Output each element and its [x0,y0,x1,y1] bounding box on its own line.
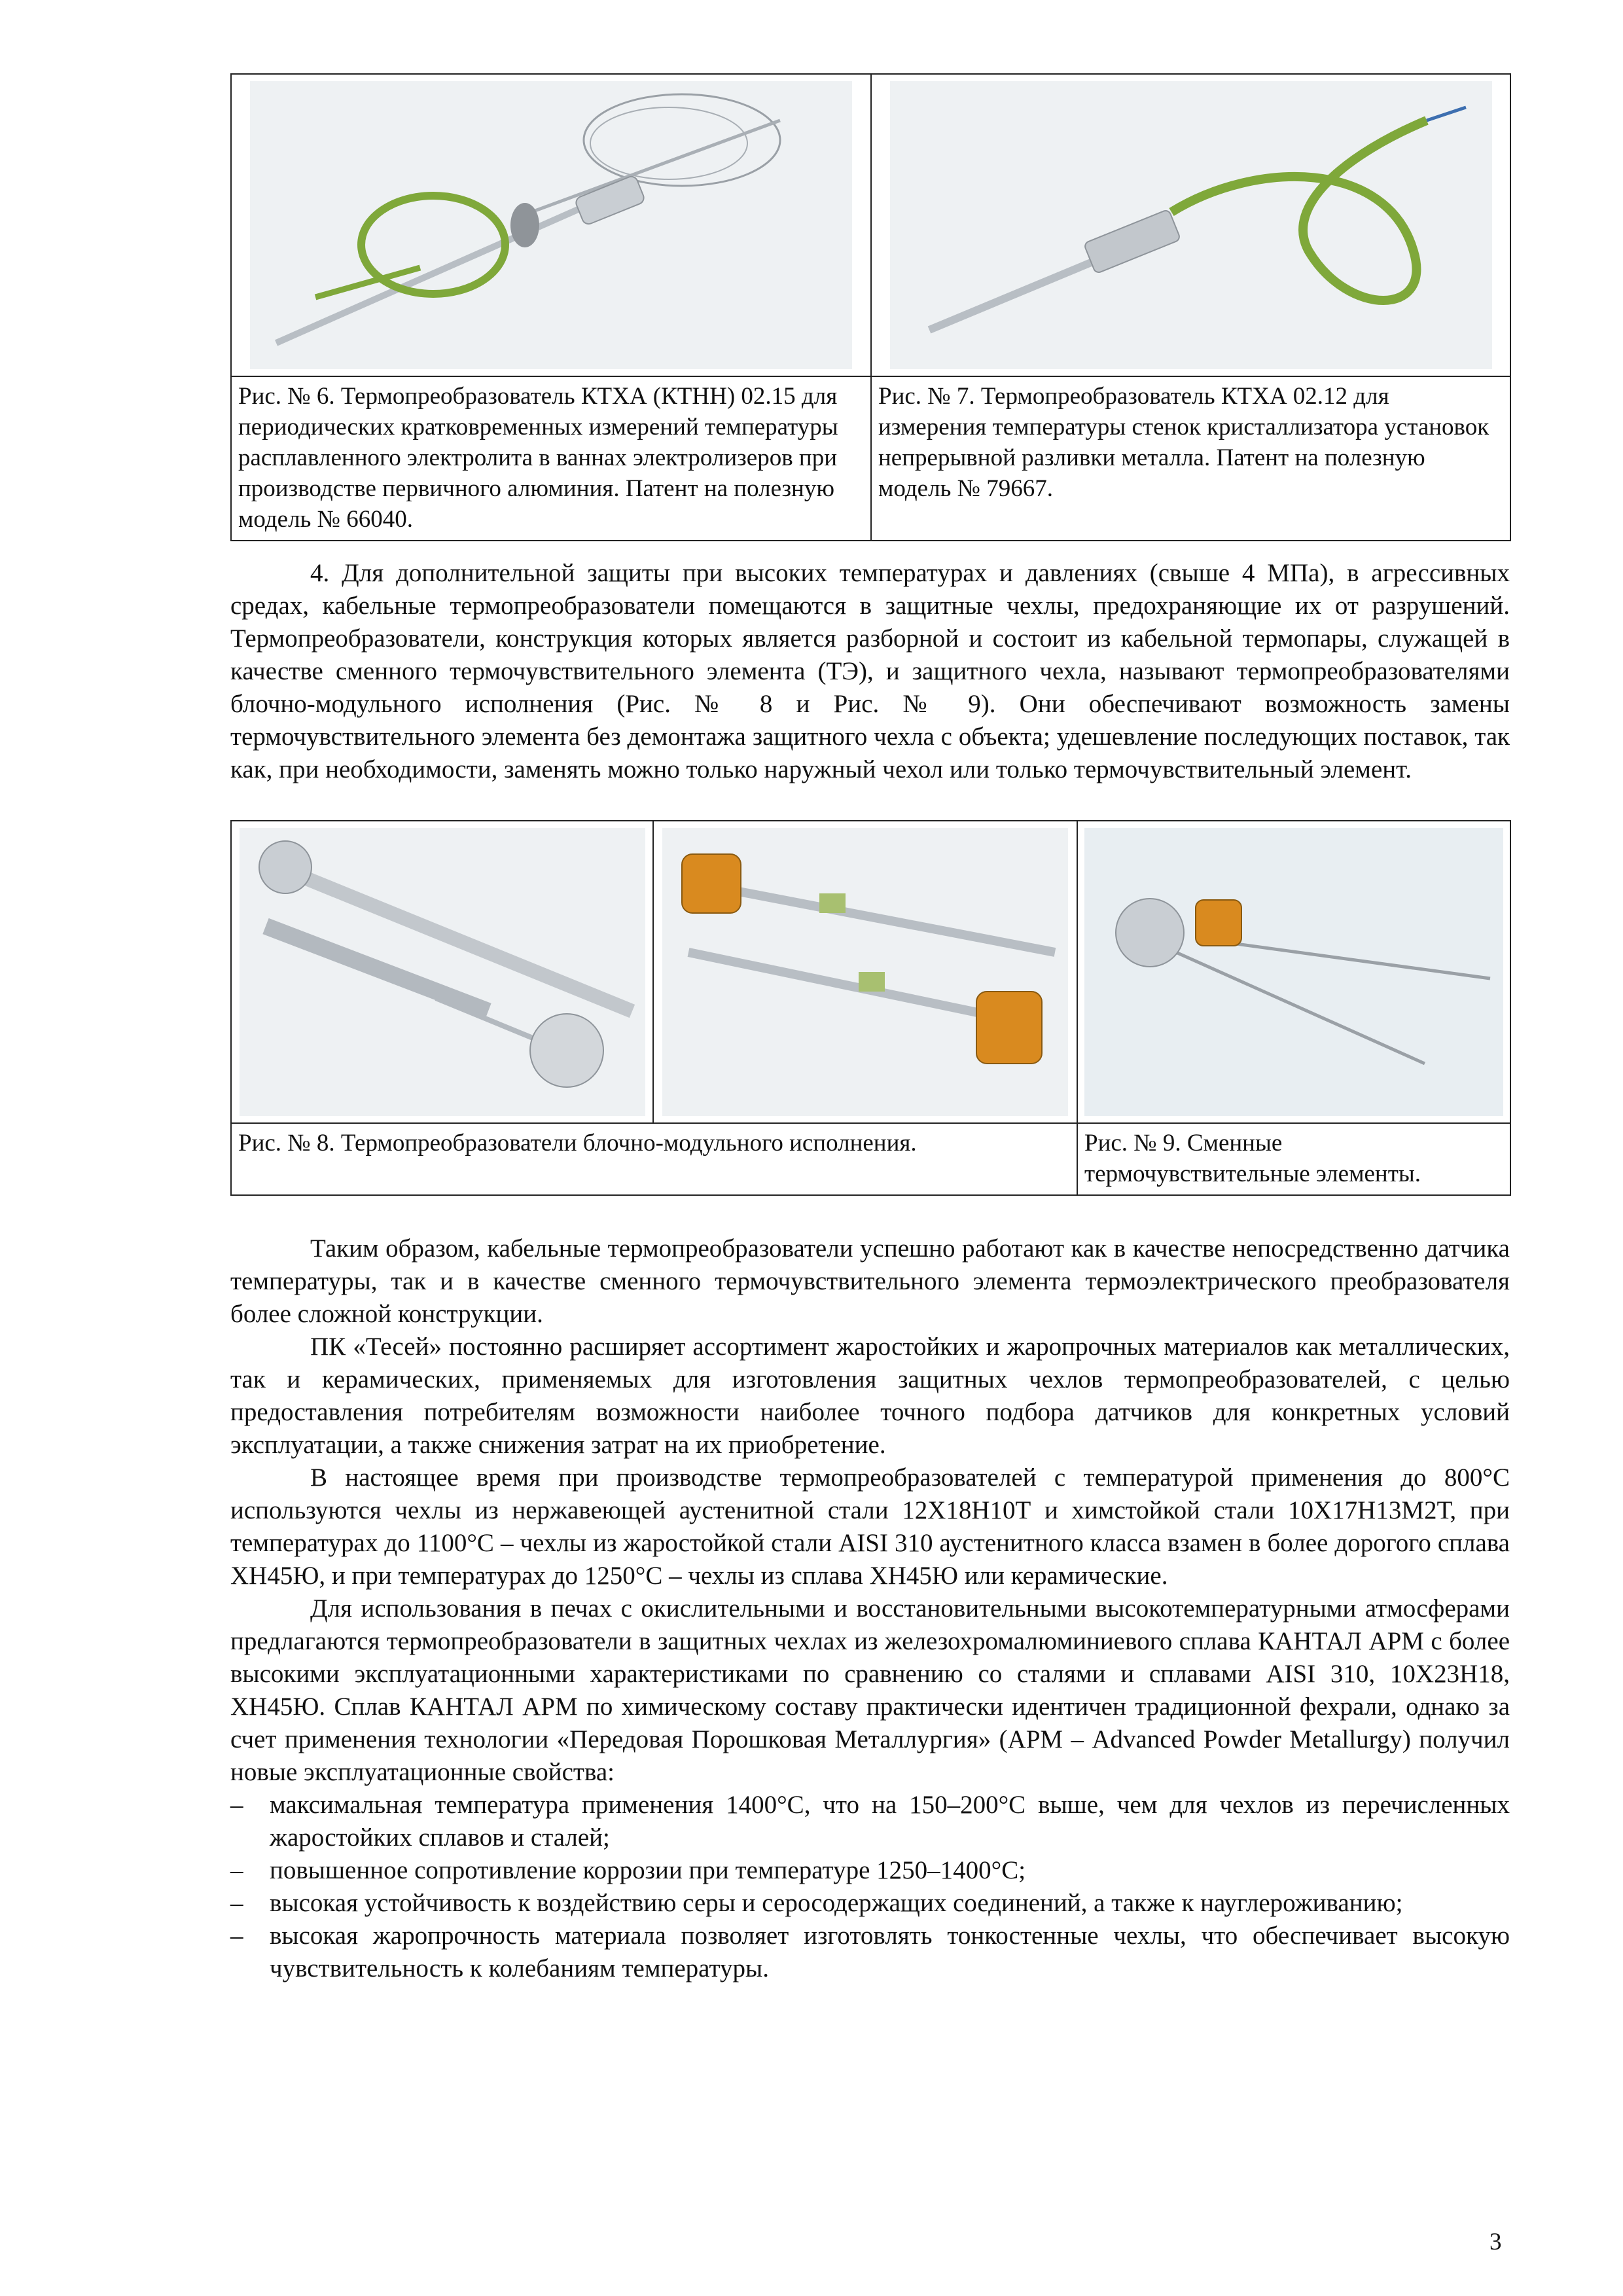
figure-8-photo-right [653,821,1077,1123]
paragraph: Для использования в печах с окислительными и восстановительными высокотемпературными атмосферами предлагаются термопреобразователи в защитных чехлах из железохромалюминиевого сплава КАНТАЛ АРМ с более высокими эксплуатационными характеристиками по сравнению со сталями и сплавами AISI 310, 10Х23Н18, ХН45Ю. Сплав КАНТАЛ АРМ по химическому составу практически идентичен традиционной фехрали, однако за счет применения технологии «Передовая Порошковая Металлургия» (АРМ – Advanced Powder Metallurgy) получил новые эксплуатационные свойства: [230,1594,1510,1786]
figure-9-photo [1077,821,1510,1123]
list-item: – высокая устойчивость к воздействию серы и серосодержащих соединений, а также к науглероживанию; [230,1887,1510,1920]
conclusion-section [230,1232,1510,1985]
paragraph: В настоящее время при производстве термопреобразователей с температурой применения до 800°С используются чехлы из нержавеющей аустенитной стали 12Х18Н10Т и химстойкой стали 10Х17Н13М2Т, при температурах до 1100°С – чехлы из жаростойкой стали AISI 310 аустенитного класса взамен в более дорогого сплава ХН45Ю, и при температурах до 1250°С – чехлы из сплава ХН45Ю или керамические. [230,1463,1510,1590]
figure-6-caption: Рис. № 6. Термопреобразователь КТХА (КТНН) 02.15 для периодических кратковременных измерений температуры расплавленного электролита в ваннах электролизеров при производстве первичного алюминия. Патент на полезную модель № 66040. [231,376,871,541]
figure-7-photo [871,74,1510,376]
figure-7-caption: Рис. № 7. Термопреобразователь КТХА 02.12 для измерения температуры стенок кристаллизатора установок непрерывной разливки металла. Патент на полезную модель № 79667. [871,376,1510,541]
list-item: – максимальная температура применения 1400°С, что на 150–200°С выше, чем для чехлов из перечисленных жаростойких сплавов и сталей; [230,1789,1510,1854]
figure-8-photo-left [231,821,653,1123]
figure-table-8-9 [230,820,1511,1196]
figure-8-caption: Рис. № 8. Термопреобразователи блочно-модульного исполнения. [231,1123,1077,1195]
paragraph: Таким образом, кабельные термопреобразователи успешно работают как в качестве непосредственно датчика температуры, так и в качестве сменного термочувствительного элемента термоэлектрического преобразователя более сложной конструкции. [230,1234,1510,1328]
section-4-text: 4. Для дополнительной защиты при высоких температурах и давлениях (свыше 4 МПа), в агрессивных средах, кабельные термопреобразователи помещаются в защитные чехлы, предохраняющие их от разрушений. Термопреобразователи, конструкция которых является разборной и состоит из кабельной термопары, служащей в качестве сменного термочувствительного элемента (ТЭ), и защитного чехла, называют термопреобразователями блочно-модульного исполнения (Рис. № 8 и Рис. № 9). Они обеспечивают возможность замены термочувствительного элемента без демонтажа защитного чехла с объекта; удешевление последующих поставок, так как, при необходимости, заменять можно только наружный чехол или только термочувствительный элемент. [230,559,1510,783]
document-page [230,73,1510,1985]
figure-table-6-7 [230,73,1511,541]
page-number: 3 [1489,2229,1502,2255]
properties-list [230,1789,1510,1985]
paragraph: ПК «Тесей» постоянно расширяет ассортимент жаростойких и жаропрочных материалов как металлических, так и керамических, применяемых для изготовления защитных чехлов термопреобразователей, с целью предоставления потребителям возможности наиболее точного подбора датчиков для конкретных условий эксплуатации, а также снижения затрат на их приобретение. [230,1333,1510,1459]
figure-9-caption: Рис. № 9. Сменные термочувствительные элементы. [1077,1123,1510,1195]
list-item: – высокая жаропрочность материала позволяет изготовлять тонкостенные чехлы, что обеспечивает высокую чувствительность к колебаниям температуры. [230,1920,1510,1985]
figure-6-photo [231,74,871,376]
section-4 [230,557,1510,786]
list-item: – повышенное сопротивление коррозии при температуре 1250–1400°С; [230,1854,1510,1887]
